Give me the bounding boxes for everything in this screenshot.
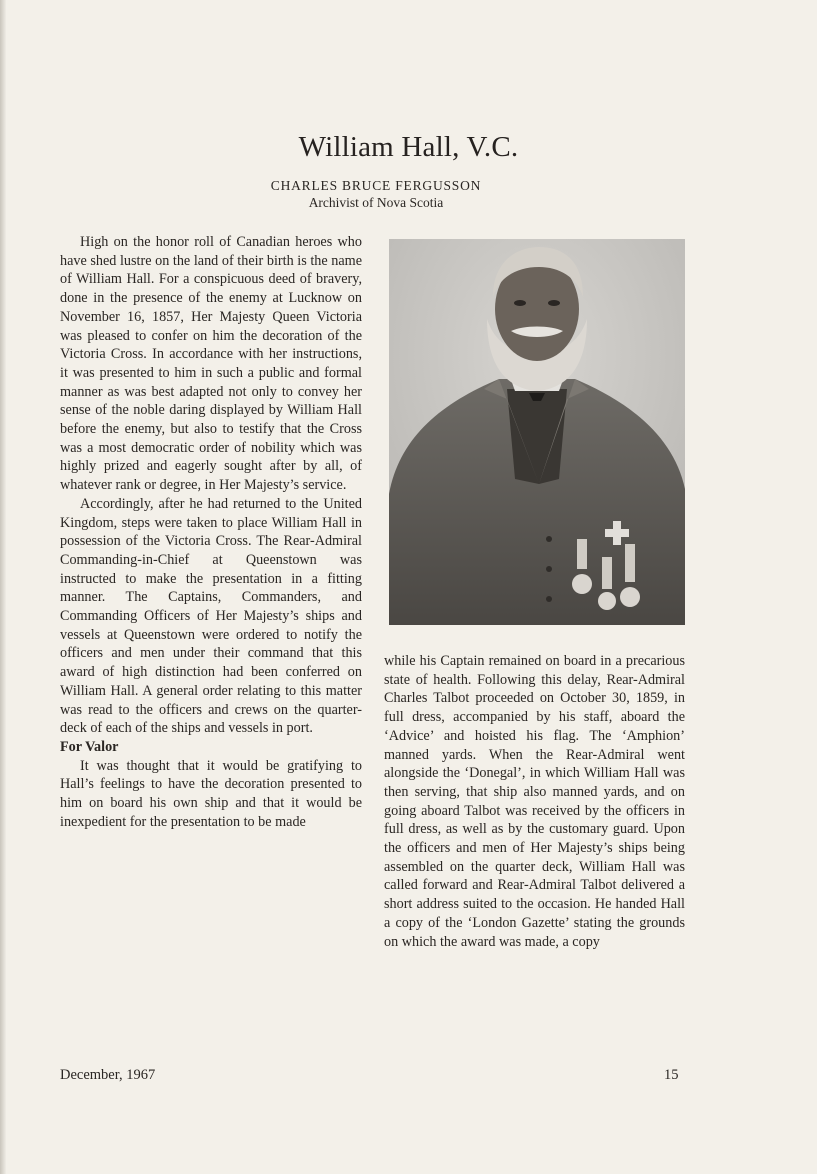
portrait-illustration [389, 239, 685, 625]
author-name: CHARLES BRUCE FERGUSSON [270, 178, 482, 193]
paragraph: while his Captain remained on board in a precarious state of health. Following this delay, Rear-Admiral Charles Talbot proceeded on October 30, 1859, in full dress, accompanied by his staff, aboard the ‘Advice’ and hoisted his flag. The ‘Amphion’ manned yards. When the Rear-Admiral went alongside the ‘Donegal’, in which William Hall was then serving, that ship also manned yards, and on going aboard Talbot was received by the officers in full dress, as well as by the customary guard. Upon the officers and men of Her Majesty’s ships being assembled on the quarter deck, William Hall was called forward and Rear-Admiral Talbot delivered a short address suited to the occasion. He handed Hall a copy of the ‘London Gazette’ stating the grounds on which the award was made, a copy [384, 653, 685, 950]
paragraph: Accordingly, after he had returned to the United Kingdom, steps were taken to place William Hall in possession of the Victoria Cross. The Rear-Admiral Commanding-in-Chief at Queenstown was instructed to make the presentation in a fitting manner. The Captains, Commanders, and Commanding Officers of Her Majesty’s ships and vessels at Queenstown were ordered to notify the officers and men under their command that this award of high distinction had been conferred on William Hall. A general order relating to this matter was read to the officers and crews on the quarter-deck of each of the ships and vessels in port. [60, 495, 362, 737]
right-column [384, 652, 685, 951]
author-affiliation: Archivist of Nova Scotia [308, 195, 444, 210]
portrait-photo [389, 239, 685, 625]
section-subheading: For Valor [60, 738, 119, 755]
article-title: William Hall, V.C. [298, 131, 519, 164]
left-column [60, 233, 362, 832]
page-number: 15 [664, 1067, 679, 1083]
paragraph: High on the honor roll of Canadian heroes who have shed lustre on the land of their birth is the name of William Hall. For a conspicuous deed of bravery, done in the presence of the enemy at Lucknow on November 16, 1857, Her Majesty Queen Victoria was pleased to confer on him the decoration of the Victoria Cross. In accordance with her instructions, it was presented to him in such a public and formal manner as was best adapted not only to convey her sense of the noble daring displayed by William Hall before the enemy, but also to testify that the Cross was a most democratic order of nobility which was highly prized and eagerly sought after by all, of whatever rank or degree, in Her Majesty’s service. [60, 234, 362, 494]
issue-date: December, 1967 [60, 1067, 156, 1083]
paragraph: It was thought that it would be gratifying to Hall’s feelings to have the decoration presented to him on board his own ship and that it would be inexpedient for the presentation to be made [60, 757, 362, 830]
page-edge [0, 0, 6, 1174]
